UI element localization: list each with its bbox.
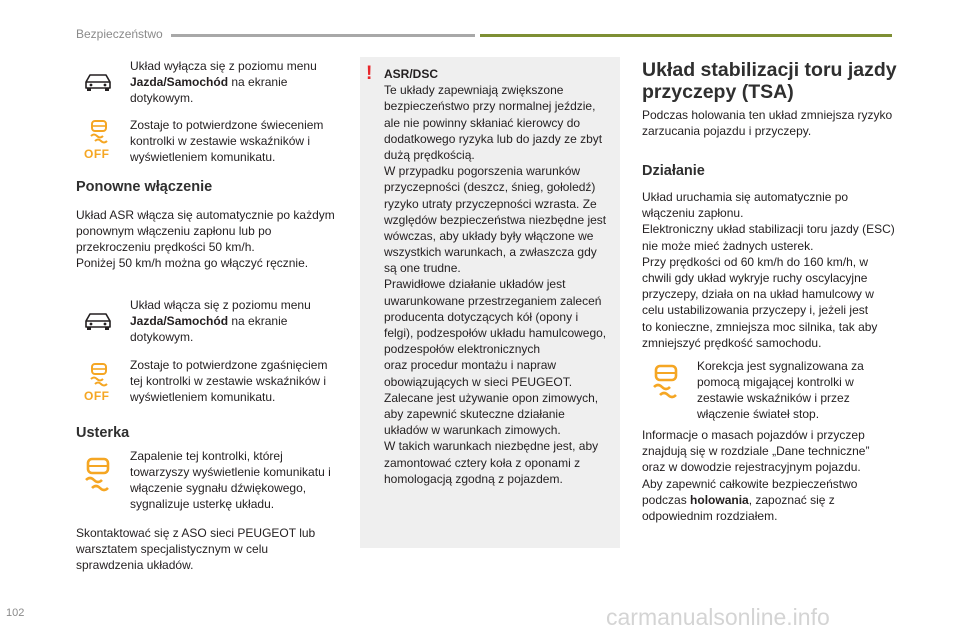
warning-line: W takich warunkach niezbędne jest, aby xyxy=(384,439,599,454)
operation-line: Elektroniczny układ stabilizacji toru jazdy (ESC) xyxy=(642,222,895,237)
warning-line: wszystkich warunkach, a zwłaszcza gdy xyxy=(384,245,597,260)
warning-line: bezpieczeństwo przy normalnej jeździe, xyxy=(384,99,596,114)
warning-line: W przypadku pogorszenia warunków xyxy=(384,164,581,179)
warning-line: ryzyko utraty przyczepności wzrasta. Ze xyxy=(384,196,597,211)
off-label: OFF xyxy=(84,389,110,403)
tsa-intro: Podczas holowania ten układ zmniejsza ryzyko zarzucania pojazdu i przyczepy. xyxy=(642,108,893,138)
fault-heading: Usterka xyxy=(76,425,130,441)
operation-line: zmniejszyć prędkość samochodu. xyxy=(642,335,822,350)
car-menu-icon xyxy=(83,310,113,332)
esc-fault-warning-icon xyxy=(80,457,116,493)
operation-line: chwili gdy układ wykryje ruchy oscylacyjne xyxy=(642,271,868,286)
car-menu-icon xyxy=(83,71,113,93)
header-rule-green xyxy=(480,34,892,37)
warning-line: felgi), podzespołów układu hamulcowego, xyxy=(384,326,607,340)
intro-off-text: Zostaje to potwierdzone świeceniem kontrolki w zestawie wskaźników i wyświetleniem komunikatu. xyxy=(130,118,324,164)
warning-line: wówczas, aby układy były włączone we xyxy=(384,228,594,243)
page-number: 102 xyxy=(6,607,25,619)
warning-line: układów w warunkach zimowych. xyxy=(384,423,561,438)
fault-icon-text: Zapalenie tej kontrolki, której towarzyszy wyświetlenie komunikatu i włączenie sygnału dźwiękowego, sygnalizuje usterkę układu. xyxy=(130,449,331,511)
operation-line: przyczepy, działa on na układ hamulcowy w xyxy=(642,287,874,302)
watermark: carmanualsonline.info xyxy=(606,604,830,630)
warning-line: homologacją zgodną z pojazdem. xyxy=(384,471,563,486)
operation-line: włączeniu zapłonu. xyxy=(642,206,744,221)
esc-off-warning-icon xyxy=(85,363,113,387)
warning-line: uwarunkowane przestrzeganiem zaleceń xyxy=(384,293,602,308)
warning-line: aby zapewnić skuteczne działanie xyxy=(384,406,565,421)
header-rule-gray xyxy=(171,34,475,37)
warning-line: względów bezpieczeństwa niezbędne jest xyxy=(384,212,607,227)
restart-paragraph-1: Układ ASR włącza się automatycznie po każdym ponownym włączeniu zapłonu lub po przekroczeniu prędkości 50 km/h. xyxy=(76,208,335,254)
warning-line: zamontować cztery koła z oponami z xyxy=(384,455,581,470)
section-title: Bezpieczeństwo xyxy=(76,27,163,41)
restart-off-text: Zostaje to potwierdzone zgaśnięciem tej kontrolki w zestawie wskaźników i wyświetleniem komunikatu. xyxy=(130,358,328,404)
intro-menu-text: Układ wyłącza się z poziomu menu Jazda/Samochód na ekranie dotykowym. xyxy=(130,59,317,105)
warning-exclamation-icon: ! xyxy=(366,63,373,84)
correction-icon-text: Korekcja jest sygnalizowana za pomocą migającej kontrolki w zestawie wskaźników i przez włączenie świateł stop. xyxy=(697,359,864,421)
warning-line: Prawidłowe działanie układów jest xyxy=(384,277,566,292)
restart-heading: Ponowne włączenie xyxy=(76,179,213,195)
tsa-title: Układ stabilizacji toru jazdy przyczepy (TSA) xyxy=(642,59,897,103)
esc-off-warning-icon xyxy=(85,120,113,144)
warning-line: obowiązujących w sieci PEUGEOT. xyxy=(384,374,573,389)
operation-line: celu ustabilizowania przyczepy i, jeżeli jest xyxy=(642,303,869,318)
off-label: OFF xyxy=(84,147,110,161)
restart-menu-text: Układ włącza się z poziomu menu Jazda/Samochód na ekranie dotykowym. xyxy=(130,298,311,344)
restart-paragraph-2: Poniżej 50 km/h można go włączyć ręcznie. xyxy=(76,256,309,270)
operation-heading: Działanie xyxy=(642,163,705,179)
warning-title: ASR/DSC xyxy=(384,67,439,81)
stability-control-icon xyxy=(648,364,684,400)
warning-line: Te układy zapewniają zwiększone xyxy=(384,83,564,98)
warning-line: są one trudne. xyxy=(384,261,461,276)
operation-line: to konieczne, zmniejsza moc silnika, tak aby xyxy=(642,319,878,334)
warning-line: oraz procedur montażu i napraw xyxy=(384,358,557,373)
warning-line: ale nie powinny skłaniać kierowcy do xyxy=(384,115,581,130)
warning-line: Zalecane jest używanie opon zimowych, xyxy=(384,390,599,405)
operation-text xyxy=(642,189,912,351)
warning-line: dużą prędkością. xyxy=(384,147,475,162)
final-paragraph: Informacje o masach pojazdów i przyczep znajdują się w rozdziale „Dane techniczne” oraz w dowodzie rejestracyjnym pojazdu. Aby zapewnić całkowite bezpieczeństwo podczas holowania, zapoznać się z odpowiednim rozdziałem. xyxy=(642,428,870,524)
warning-line: przyczepności (deszcz, śnieg, gołoledź) xyxy=(384,180,596,195)
warning-line: producenta dotyczących kół (opony i xyxy=(384,309,579,324)
operation-line: Układ uruchamia się automatycznie po xyxy=(642,190,849,204)
fault-paragraph: Skontaktować się z ASO sieci PEUGEOT lub warsztatem specjalistycznym w celu sprawdzenia układów. xyxy=(76,526,316,572)
warning-line: podzespołów elektronicznych xyxy=(384,342,541,357)
warning-text xyxy=(384,66,620,487)
operation-line: Przy prędkości od 60 km/h do 160 km/h, w xyxy=(642,254,869,269)
operation-line: nie może mieć żadnych usterek. xyxy=(642,238,814,253)
warning-line: dodatkowego ryzyka lub do jazdy ze zbyt xyxy=(384,131,603,146)
